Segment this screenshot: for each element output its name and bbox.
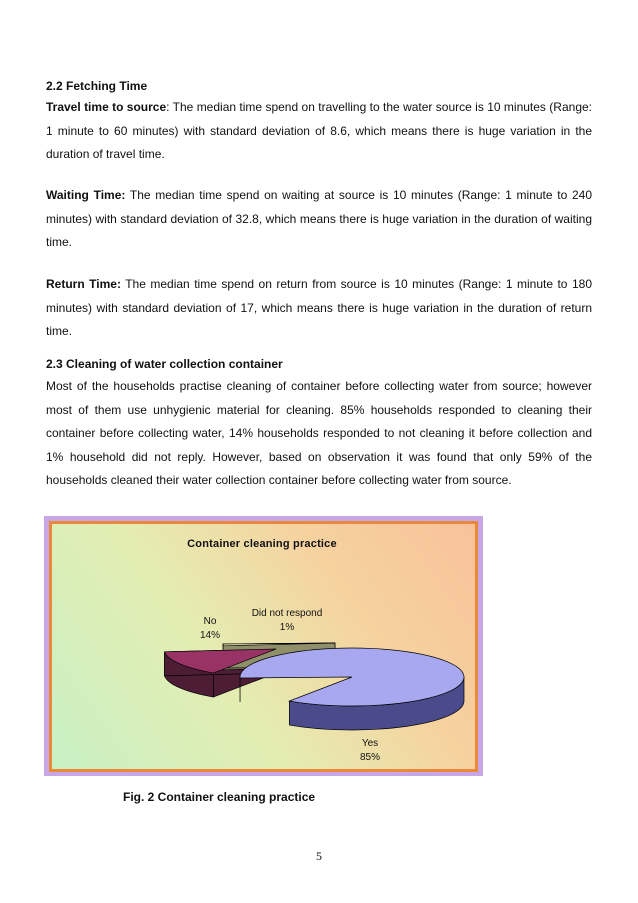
chart-area: [49, 521, 478, 772]
pie-label-yes-name: Yes: [361, 738, 379, 749]
paragraph-waiting-time: [46, 184, 592, 255]
paragraph-cleaning: Most of the households practise cleaning of container before collecting water from source; however most of them use unhygienic material for cleaning. 85% households responded to cleaning their container before collecting water, 14% households responded to not cleaning it before collection and 1% household did not reply. However, based on observation it was found that only 59% of the households cleaned their water collection container before collecting water from source.: [46, 379, 592, 487]
pie-chart: [52, 524, 475, 769]
pie-label-no: [180, 615, 240, 643]
pie-label-yes: [340, 737, 400, 765]
waiting-time-text: The median time spend on waiting at source is 10 minutes (Range: 1 minute to 240 minutes) with standard deviation of 32.8, which means there is huge variation in the duration of waiting time.: [46, 188, 592, 249]
chart-title: Container cleaning practice: [187, 538, 337, 550]
travel-time-text: : The median time spend on travelling to the water source is 10 minutes (Range: 1 minute to 60 minutes) with standard deviation of 8.6, which means there is huge variation in the duration of travel time.: [46, 100, 592, 161]
pie-label-did-not-respond: [232, 607, 342, 635]
paragraph-return-time: [46, 273, 592, 344]
page-number: 5: [316, 849, 322, 863]
pie-label-yes-value: 85%: [359, 752, 380, 763]
pie-label-dnr-value: 1%: [279, 622, 295, 633]
section-heading-fetching-time: 2.2 Fetching Time: [46, 79, 148, 93]
pie-label-dnr-name: Did not respond: [251, 608, 323, 619]
return-time-label: Return Time:: [46, 277, 121, 291]
waiting-time-label: Waiting Time:: [46, 188, 126, 202]
section-heading-cleaning: 2.3 Cleaning of water collection container: [46, 357, 283, 371]
pie-slice-yes: [240, 648, 464, 706]
return-time-text: The median time spend on return from source is 10 minutes (Range: 1 minute to 180 minutes) with standard deviation of 17, which means there is huge variation in the duration of return time.: [46, 277, 592, 338]
pie-label-no-value: 14%: [199, 630, 220, 641]
travel-time-label: Travel time to source: [46, 100, 167, 114]
chart-frame: [44, 516, 483, 776]
figure-caption: Fig. 2 Container cleaning practice: [123, 790, 316, 804]
paragraph-travel-time: [46, 96, 592, 167]
pie-label-no-name: No: [203, 616, 217, 627]
